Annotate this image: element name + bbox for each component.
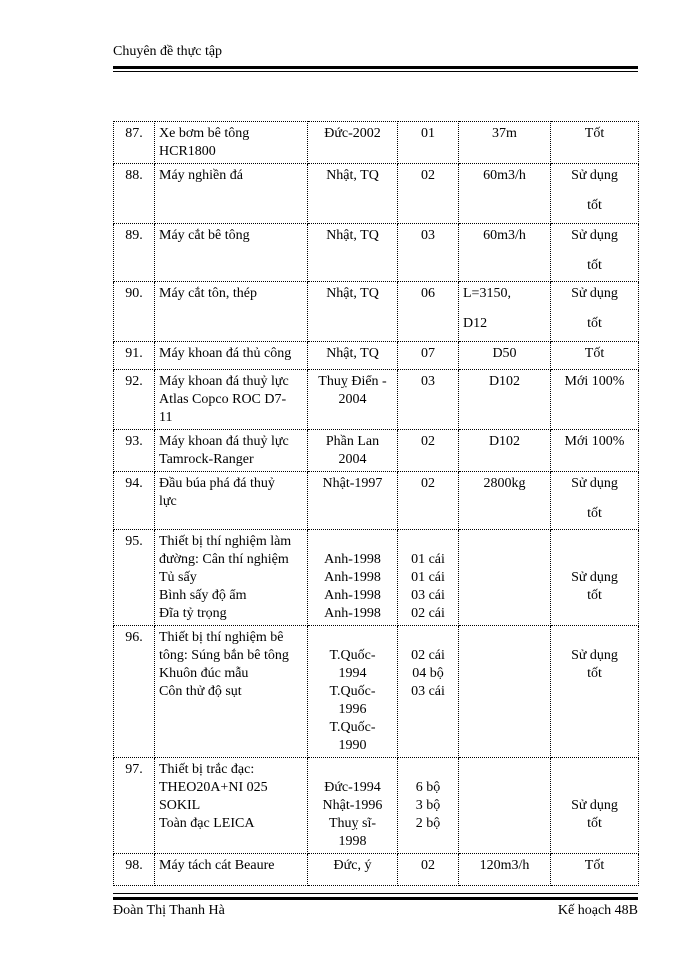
cell-state-line: tốt	[587, 666, 602, 681]
cell-origin-line: 2004	[338, 452, 367, 467]
page-footer-author: Đoàn Thị Thanh Hà	[113, 903, 225, 918]
cell-name-line: Máy nghiền đá	[159, 168, 243, 183]
cell-spec	[459, 282, 551, 342]
cell-state-line: Tốt	[584, 126, 605, 141]
cell-state-line: tốt	[587, 258, 602, 273]
cell-qty-line: 02	[421, 168, 435, 183]
cell-origin-line	[312, 761, 393, 779]
cell-origin	[308, 224, 398, 282]
cell-origin-line: Anh-1998	[324, 570, 381, 585]
cell-qty-line: 02	[421, 434, 435, 449]
cell-state-line: tốt	[587, 198, 602, 213]
table-row	[114, 282, 639, 342]
header-rule-thick	[113, 66, 638, 69]
cell-state	[551, 854, 639, 886]
cell-spec	[459, 122, 551, 164]
cell-name	[155, 626, 308, 758]
cell-qty	[398, 282, 459, 342]
cell-name-line: Máy tách cát Beaure	[159, 858, 275, 873]
cell-qty-line: 07	[421, 346, 435, 361]
cell-name-line: Máy khoan đá thuỷ lực	[159, 374, 289, 389]
cell-qty	[398, 224, 459, 282]
cell-no: 89.	[114, 224, 155, 282]
cell-no: 88.	[114, 164, 155, 224]
cell-spec	[459, 530, 551, 626]
cell-state-line: Tốt	[584, 346, 605, 361]
cell-spec-line: 60m3/h	[483, 228, 526, 243]
cell-qty-line: 2 bộ	[415, 816, 441, 831]
cell-qty-line: 03 cái	[411, 588, 445, 603]
cell-spec	[459, 370, 551, 430]
cell-name-line: Côn thử độ sụt	[159, 684, 242, 699]
cell-spec-line	[463, 629, 546, 647]
cell-state-line: tốt	[587, 816, 602, 831]
cell-name-line: Khuôn đúc mẫu	[159, 666, 249, 681]
cell-state	[551, 472, 639, 530]
cell-name-line: Máy khoan đá thuỷ lực	[159, 434, 289, 449]
cell-origin-line: 1996	[338, 702, 367, 717]
cell-state-line	[555, 629, 634, 647]
cell-origin-line: Thuỵ sĩ-	[328, 816, 377, 831]
cell-qty-line: 03	[421, 374, 435, 389]
cell-qty-line: 02	[421, 476, 435, 491]
table-row	[114, 370, 639, 430]
cell-name-line: Thiết bị thí nghiệm làm	[159, 534, 292, 549]
cell-qty-line	[402, 629, 454, 647]
cell-qty-line: 03 cái	[411, 684, 445, 699]
cell-origin-line: 1998	[338, 834, 367, 849]
cell-qty	[398, 530, 459, 626]
cell-origin-line: T.Quốc-	[329, 648, 376, 663]
cell-qty-line: 01 cái	[411, 552, 445, 567]
cell-no: 90.	[114, 282, 155, 342]
cell-name-line: Máy cắt tôn, thép	[159, 286, 257, 301]
cell-origin-line: Anh-1998	[324, 606, 381, 621]
cell-state-line: tốt	[587, 588, 602, 603]
cell-state-line: tốt	[587, 506, 602, 521]
cell-name	[155, 530, 308, 626]
cell-name	[155, 758, 308, 854]
cell-state-line: Sử dụng	[571, 648, 618, 663]
cell-no: 95.	[114, 530, 155, 626]
cell-spec	[459, 758, 551, 854]
cell-name-line: lực	[159, 494, 177, 509]
table-row	[114, 122, 639, 164]
cell-state	[551, 282, 639, 342]
cell-origin-line: Phần Lan	[325, 434, 380, 449]
cell-name	[155, 122, 308, 164]
table-row	[114, 626, 639, 758]
cell-spec	[459, 164, 551, 224]
cell-name-line: Đầu búa phá đá thuỷ	[159, 476, 275, 491]
table-row	[114, 342, 639, 370]
cell-state-line	[555, 779, 634, 797]
cell-origin	[308, 758, 398, 854]
cell-origin-line: Anh-1998	[324, 588, 381, 603]
cell-origin-line: Nhật-1996	[322, 798, 383, 813]
cell-origin-line: 2004	[338, 392, 367, 407]
cell-name-line: Thiết bị trắc đạc:	[159, 762, 255, 777]
cell-qty-line: 02	[421, 858, 435, 873]
cell-state-line: Mới 100%	[564, 434, 625, 449]
cell-qty-line: 6 bộ	[415, 780, 441, 795]
cell-spec-line: D102	[488, 434, 521, 449]
cell-qty-line: 02 cái	[411, 648, 445, 663]
cell-name	[155, 854, 308, 886]
cell-qty	[398, 370, 459, 430]
table-row	[114, 164, 639, 224]
cell-no: 91.	[114, 342, 155, 370]
cell-state-line: Mới 100%	[564, 374, 625, 389]
cell-state	[551, 164, 639, 224]
cell-origin	[308, 282, 398, 342]
cell-qty	[398, 472, 459, 530]
cell-qty	[398, 854, 459, 886]
cell-qty-line: 02 cái	[411, 606, 445, 621]
cell-state-line: tốt	[587, 316, 602, 331]
cell-origin	[308, 370, 398, 430]
cell-origin	[308, 530, 398, 626]
cell-origin-line: Thuỵ Điển -	[318, 374, 387, 389]
cell-name	[155, 282, 308, 342]
cell-name	[155, 472, 308, 530]
cell-no: 94.	[114, 472, 155, 530]
table-row	[114, 224, 639, 282]
cell-origin	[308, 472, 398, 530]
footer-rule-thick	[113, 897, 638, 900]
cell-name	[155, 342, 308, 370]
cell-spec-line	[463, 533, 546, 551]
cell-origin-line: Anh-1998	[324, 552, 381, 567]
cell-origin-line: Đức-2002	[324, 126, 381, 141]
table-row	[114, 472, 639, 530]
cell-no: 92.	[114, 370, 155, 430]
cell-origin	[308, 854, 398, 886]
cell-state-line	[555, 761, 634, 779]
cell-qty-line	[402, 533, 454, 551]
cell-state	[551, 626, 639, 758]
cell-name	[155, 164, 308, 224]
cell-origin-line: Nhật-1997	[322, 476, 383, 491]
table-row	[114, 758, 639, 854]
cell-qty-line	[402, 761, 454, 779]
cell-qty	[398, 626, 459, 758]
cell-origin-line: Nhật, TQ	[326, 286, 379, 301]
cell-spec-line: 120m3/h	[479, 858, 530, 873]
cell-name	[155, 224, 308, 282]
cell-origin-line: Nhật, TQ	[326, 346, 379, 361]
page-footer-class: Kế hoạch 48B	[557, 903, 638, 918]
cell-name-line: THEO20A+NI 025	[159, 780, 268, 795]
page-header-title: Chuyên đề thực tập	[113, 44, 223, 59]
cell-spec-line: 60m3/h	[483, 168, 526, 183]
cell-qty-line: 04 bộ	[412, 666, 444, 681]
cell-name-line: HCR1800	[159, 144, 216, 159]
cell-qty-line: 01 cái	[411, 570, 445, 585]
cell-spec	[459, 626, 551, 758]
cell-state	[551, 370, 639, 430]
footer-rule-thin	[113, 893, 638, 894]
cell-qty-line: 3 bộ	[415, 798, 441, 813]
cell-no: 98.	[114, 854, 155, 886]
cell-name	[155, 370, 308, 430]
equipment-table-body	[114, 122, 639, 886]
cell-spec-line: 37m	[492, 126, 517, 141]
cell-spec	[459, 854, 551, 886]
cell-origin	[308, 342, 398, 370]
cell-state	[551, 758, 639, 854]
cell-state-line: Sử dụng	[571, 286, 618, 301]
cell-state-line: Sử dụng	[571, 798, 618, 813]
equipment-table	[113, 121, 639, 886]
cell-name-line: Đĩa tỷ trọng	[159, 606, 227, 621]
cell-origin-line: Đức-1994	[324, 780, 381, 795]
cell-origin-line	[312, 533, 393, 551]
cell-qty	[398, 758, 459, 854]
cell-no: 87.	[114, 122, 155, 164]
cell-name-line: Thiết bị thí nghiệm bê	[159, 630, 284, 645]
cell-origin-line: Nhật, TQ	[326, 168, 379, 183]
cell-no: 96.	[114, 626, 155, 758]
cell-name-line: Bình sấy độ ẩm	[159, 588, 247, 603]
cell-qty	[398, 430, 459, 472]
cell-spec	[459, 342, 551, 370]
cell-name-line: Máy khoan đá thủ công	[159, 346, 292, 361]
cell-state-line	[555, 533, 634, 551]
cell-origin-line: 1994	[338, 666, 367, 681]
cell-name-line: Toàn đạc LEICA	[159, 816, 255, 831]
cell-qty-line: 01	[421, 126, 435, 141]
cell-no: 93.	[114, 430, 155, 472]
cell-qty-line: 03	[421, 228, 435, 243]
header-rule-thin	[113, 71, 638, 72]
cell-spec	[459, 224, 551, 282]
cell-qty	[398, 122, 459, 164]
cell-state	[551, 430, 639, 472]
cell-name	[155, 430, 308, 472]
cell-name-line: đường: Cân thí nghiệm	[159, 552, 289, 567]
table-row	[114, 854, 639, 886]
cell-origin-line: T.Quốc-	[329, 720, 376, 735]
cell-origin-line	[312, 629, 393, 647]
cell-origin	[308, 122, 398, 164]
cell-qty	[398, 342, 459, 370]
table-row	[114, 530, 639, 626]
cell-state	[551, 224, 639, 282]
cell-spec-line: 2800kg	[483, 476, 526, 491]
cell-name-line: Xe bơm bê tông	[159, 126, 250, 141]
cell-name-line: 11	[159, 410, 173, 425]
cell-state-line: Sử dụng	[571, 570, 618, 585]
cell-qty-line: 06	[421, 286, 435, 301]
cell-no: 97.	[114, 758, 155, 854]
cell-spec-line: D12	[463, 316, 488, 331]
cell-state-line: Sử dụng	[571, 168, 618, 183]
cell-name-line: Máy cắt bê tông	[159, 228, 250, 243]
cell-spec-line: D102	[488, 374, 521, 389]
cell-origin-line: Đức, ý	[333, 858, 372, 873]
cell-spec	[459, 430, 551, 472]
cell-state-line	[555, 551, 634, 569]
cell-state	[551, 122, 639, 164]
cell-origin	[308, 164, 398, 224]
cell-origin-line: Nhật, TQ	[326, 228, 379, 243]
cell-state-line: Sử dụng	[571, 228, 618, 243]
cell-origin-line: T.Quốc-	[329, 684, 376, 699]
cell-state-line: Tốt	[584, 858, 605, 873]
cell-qty	[398, 164, 459, 224]
cell-state	[551, 530, 639, 626]
cell-name-line: Tủ sấy	[159, 570, 197, 585]
cell-origin-line: 1990	[338, 738, 367, 753]
cell-spec	[459, 472, 551, 530]
cell-name-line: tông: Súng bắn bê tông	[159, 648, 289, 663]
cell-name-line: Tamrock-Ranger	[159, 452, 254, 467]
cell-name-line: Atlas Copco ROC D7-	[159, 392, 287, 407]
cell-origin	[308, 626, 398, 758]
cell-state-line: Sử dụng	[571, 476, 618, 491]
cell-name-line: SOKIL	[159, 798, 201, 813]
cell-origin	[308, 430, 398, 472]
table-row	[114, 430, 639, 472]
cell-state	[551, 342, 639, 370]
cell-spec-line	[463, 761, 546, 779]
cell-spec-line: L=3150,	[463, 286, 511, 301]
cell-spec-line: D50	[492, 346, 517, 361]
